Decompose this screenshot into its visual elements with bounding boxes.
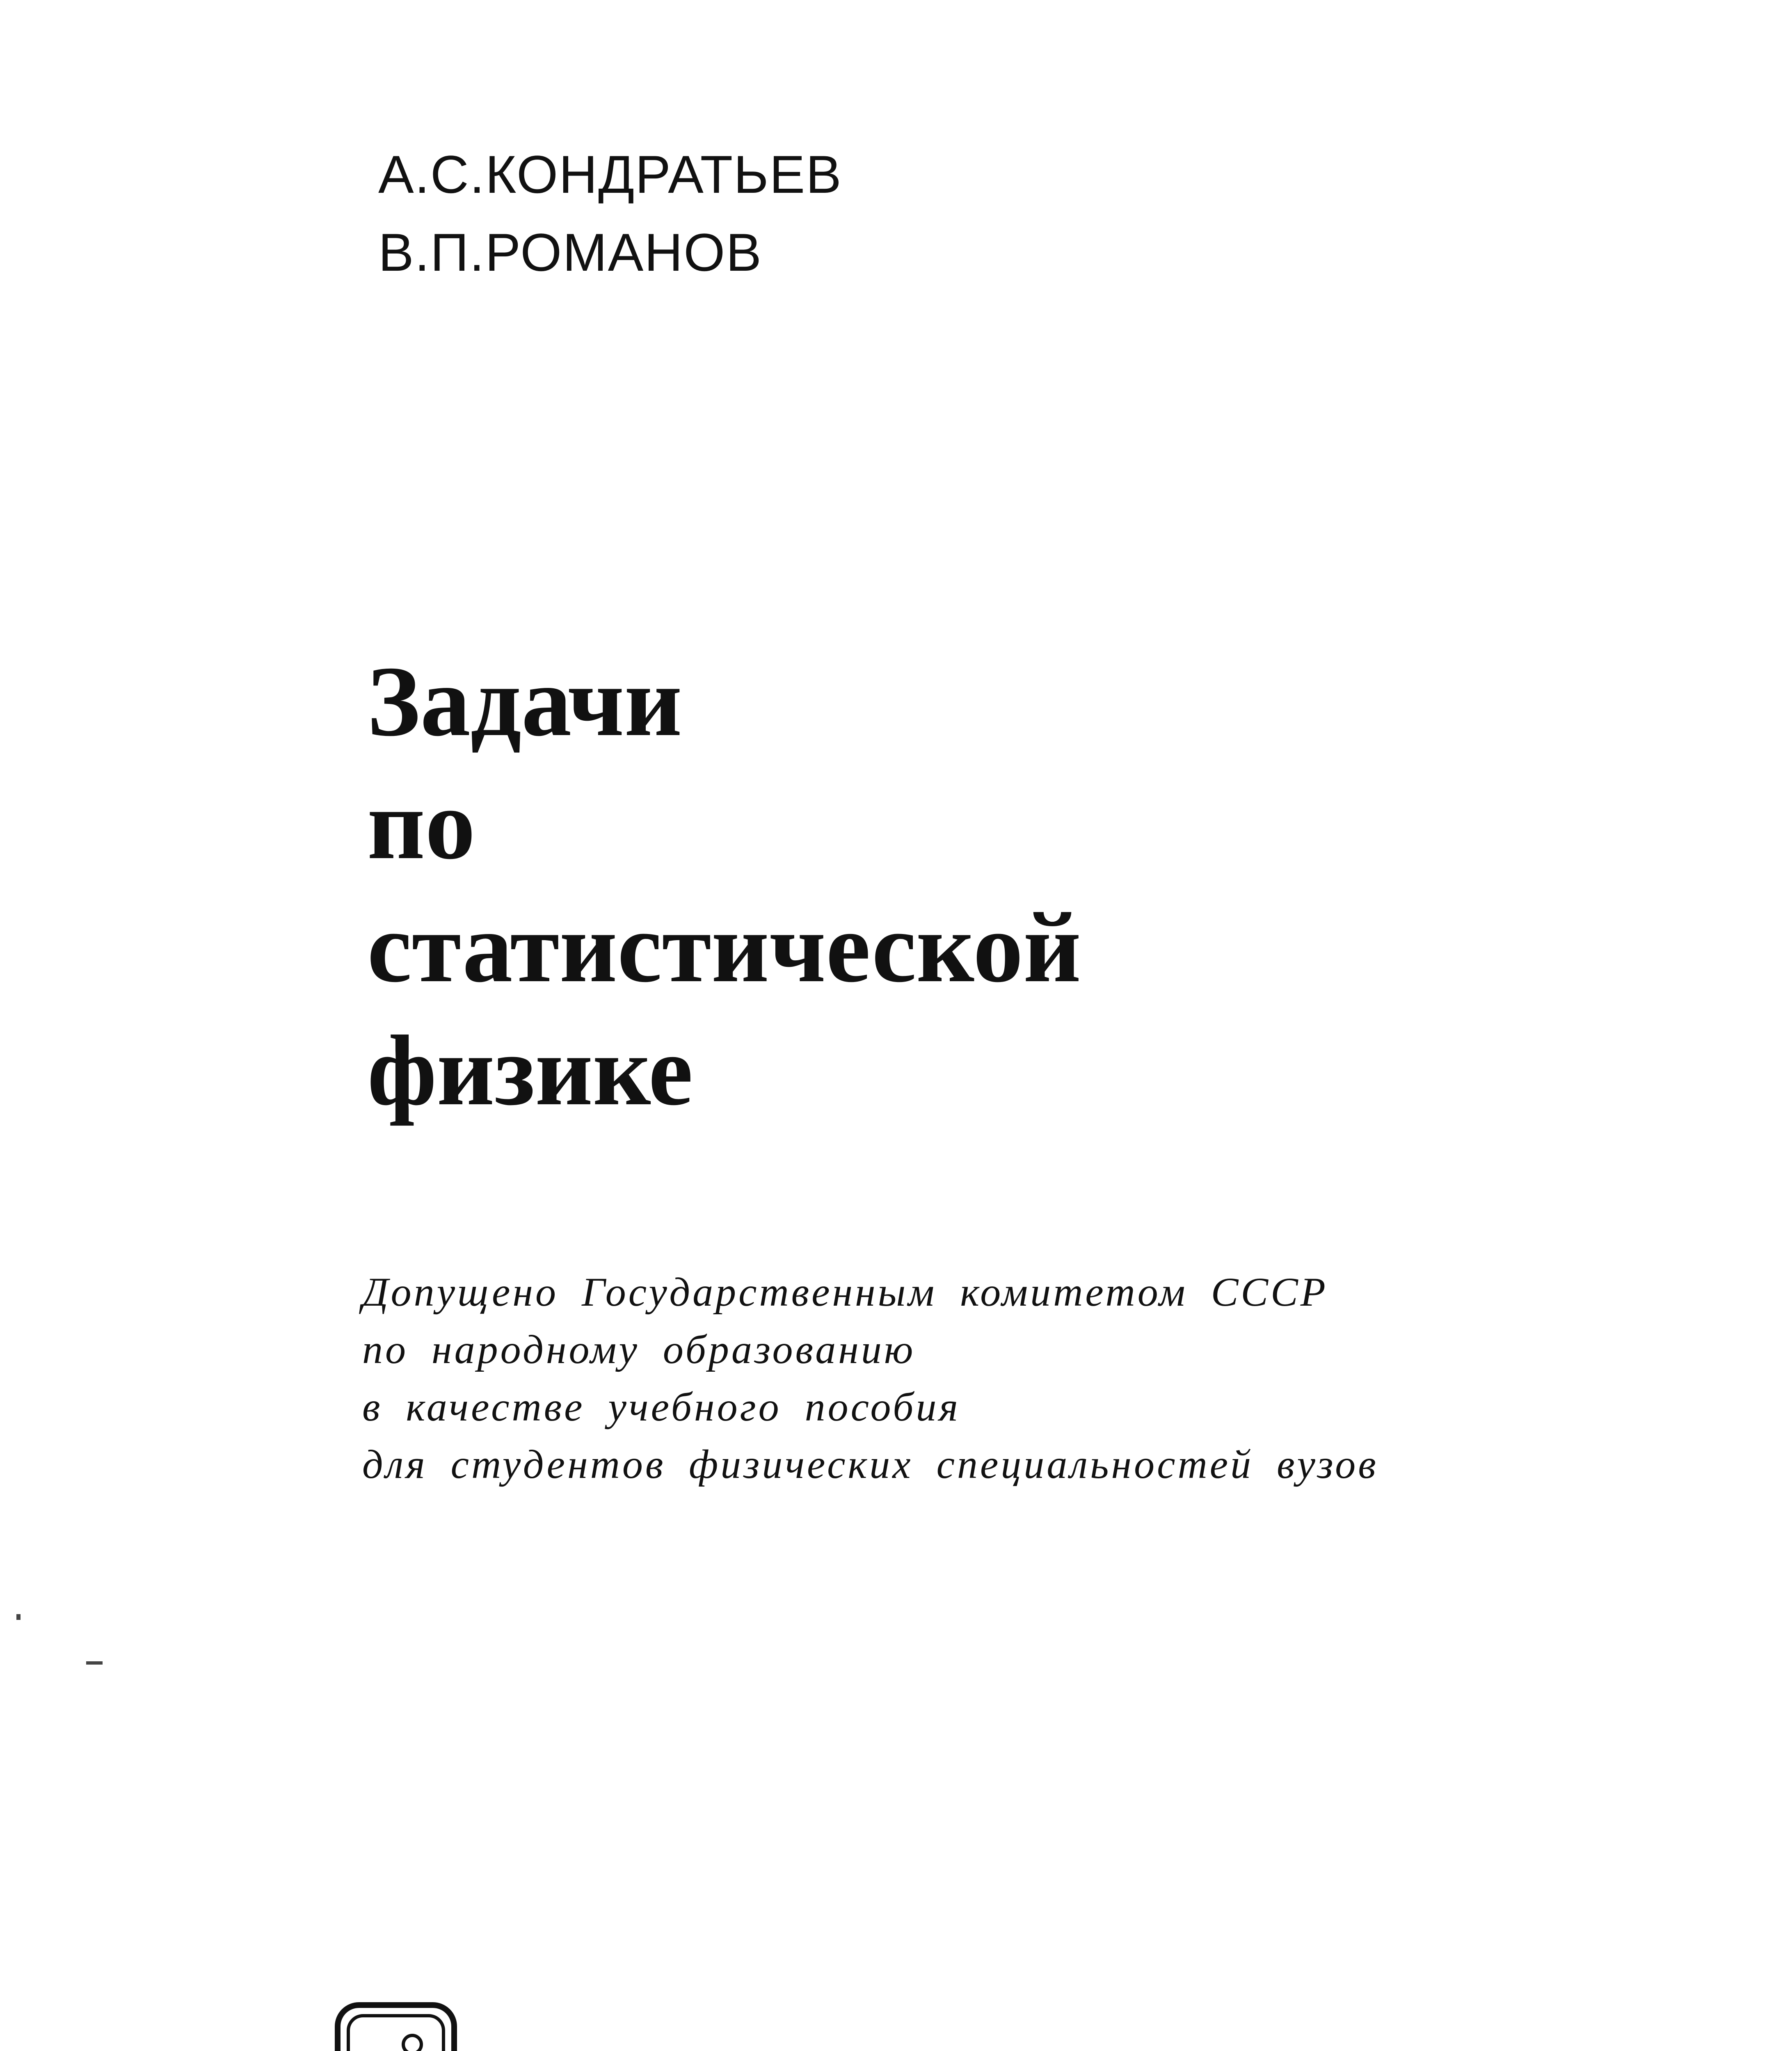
- publisher-logo-icon: [334, 2002, 457, 2051]
- approval-line: в качестве учебного пособия: [362, 1384, 960, 1430]
- author-name: В.П.РОМАНОВ: [378, 222, 763, 282]
- author-name: А.С.КОНДРАТЬЕВ: [378, 144, 842, 204]
- title-line: статистической: [367, 892, 1081, 1003]
- approval-note: [362, 1263, 1378, 1493]
- approval-line: по народному образованию: [362, 1327, 916, 1372]
- approval-line: Допущено Государственным комитетом СССР: [362, 1269, 1328, 1315]
- authors-block: [378, 135, 842, 291]
- title-line: по: [367, 769, 475, 880]
- book-title: [367, 640, 1081, 1132]
- approval-line: для студентов физических специальностей вузов: [362, 1441, 1378, 1487]
- scan-speck: [86, 1661, 103, 1665]
- title-line: Задачи: [367, 646, 682, 757]
- scan-speck: [16, 1614, 21, 1620]
- title-line: физике: [367, 1015, 693, 1126]
